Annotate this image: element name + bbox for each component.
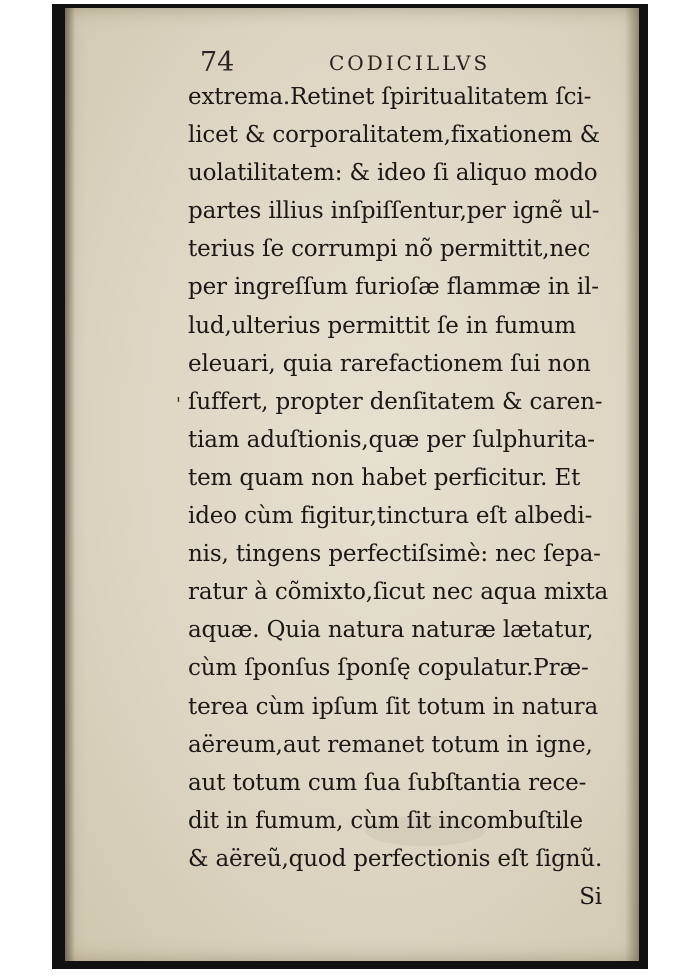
text-line: terius ſe corrumpi nõ permittit,nec — [188, 236, 591, 263]
text-line: tiam aduſtionis,quæ per ſulphurita- — [188, 426, 595, 453]
text-line: ſuffert, propter denſitatem & caren- — [188, 388, 603, 415]
text-line: ideo cùm figitur,tinctura eſt albedi- — [188, 503, 593, 530]
text-line: terea cùm ipſum ſit totum in natura — [188, 693, 599, 720]
text-line: ratur à cõmixto,ſicut nec aqua mixta — [188, 579, 609, 606]
text-line: partes illius inſpiſſentur,per ignẽ ul- — [188, 198, 600, 225]
text-line: & aëreũ,quod perfectionis eſt ſignũ. — [188, 845, 603, 872]
text-line: aut totum cum ſua ſubſtantia rece- — [188, 769, 587, 796]
text-line: nis, tingens perfectiſsimè: nec ſepa- — [188, 541, 601, 568]
catchword: Si — [579, 883, 602, 910]
text-line: aëreum,aut remanet totum in igne, — [188, 731, 593, 758]
page-header — [200, 46, 620, 80]
text-line: lud,ulterius permittit ſe in fumum — [188, 312, 576, 339]
text-line: tem quam non habet perficitur. Et — [188, 464, 581, 491]
text-line: licet & corporalitatem,fixationem & — [188, 122, 600, 149]
body-text — [188, 78, 618, 916]
text-line: aquæ. Quia natura naturæ lætatur, — [188, 617, 594, 644]
page-gutter-shadow — [65, 8, 75, 961]
page-number: 74 — [200, 47, 235, 78]
margin-mark: ' — [176, 394, 181, 415]
page-edge-shadow — [625, 8, 639, 961]
text-line: extrema.Retinet ſpiritualitatem ſci- — [188, 84, 592, 110]
text-line: per ingreſſum furioſæ flammæ in il- — [188, 274, 599, 301]
text-line: cùm ſponſus ſponſę copulatur.Præ- — [188, 655, 589, 682]
text-line: uolatilitatem: & ideo ſi aliquo modo — [188, 160, 598, 187]
text-line: dit in fumum, cùm ſit incombuſtile — [188, 807, 583, 834]
text-line: eleuari, quia rarefactionem ſui non — [188, 350, 591, 377]
running-title: CODICILLVS — [329, 51, 491, 75]
